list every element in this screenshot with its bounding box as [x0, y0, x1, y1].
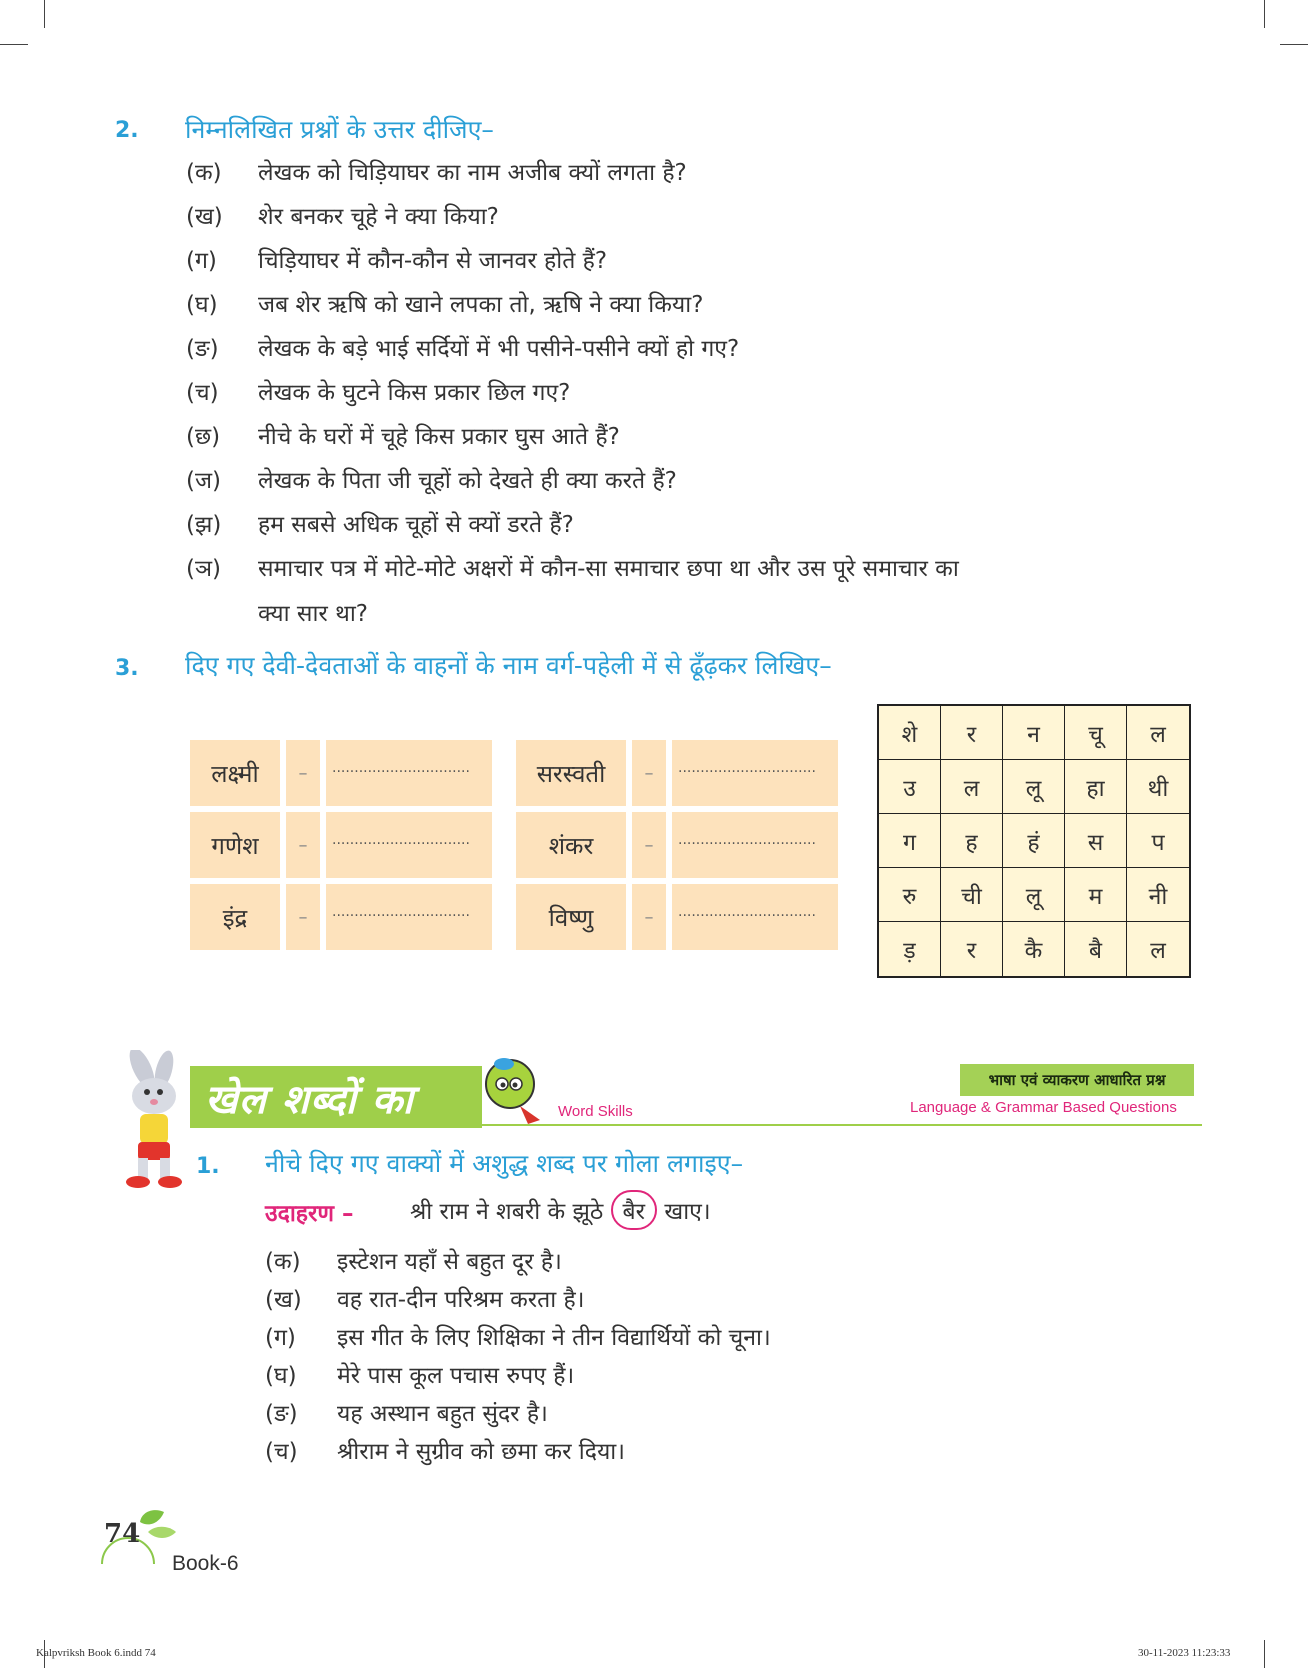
grid-cell[interactable]: हा	[1065, 760, 1127, 814]
question-title: दिए गए देवी-देवताओं के वाहनों के नाम वर्ग-पहेली में से ढूँढ़कर लिखिए–	[185, 651, 832, 680]
question-number: 3.	[115, 656, 139, 681]
answer-blank[interactable]: ...............................	[672, 740, 838, 806]
grid-cell[interactable]: बै	[1065, 922, 1127, 976]
crop-mark	[1264, 0, 1265, 28]
grid-cell[interactable]: नी	[1127, 868, 1189, 922]
dash: –	[632, 812, 666, 878]
circled-word: बैर	[611, 1190, 658, 1230]
answer-blank[interactable]: ...............................	[326, 884, 492, 950]
list-item: (ङ) यह अस्थान बहुत सुंदर है।	[265, 1401, 548, 1427]
divider	[482, 1124, 1202, 1126]
question-title: निम्नलिखित प्रश्नों के उत्तर दीजिए–	[185, 115, 494, 144]
deity-name: शंकर	[516, 812, 626, 878]
grid-cell[interactable]: उ	[879, 760, 941, 814]
list-item: (ङ) लेखक के बड़े भाई सर्दियों में भी पसीने-पसीने क्यों हो गए?	[186, 336, 740, 362]
grid-cell[interactable]: लू	[1003, 760, 1065, 814]
answer-blank[interactable]: ...............................	[672, 884, 838, 950]
table-row	[190, 740, 492, 806]
grid-cell[interactable]: कै	[1003, 922, 1065, 976]
vahan-table-right	[516, 740, 838, 950]
list-item-continuation: क्या सार था?	[258, 601, 368, 627]
deity-name: इंद्र	[190, 884, 280, 950]
category-tag: भाषा एवं व्याकरण आधारित प्रश्न	[960, 1064, 1194, 1096]
pencil-mascot-icon	[478, 1054, 548, 1126]
grid-cell[interactable]: ग	[879, 814, 941, 868]
grid-cell[interactable]: ल	[1127, 922, 1189, 976]
grid-cell[interactable]: स	[1065, 814, 1127, 868]
book-label: Book-6	[172, 1552, 239, 1575]
grid-cell[interactable]: र	[941, 922, 1003, 976]
list-item: (च) लेखक के घुटने किस प्रकार छिल गए?	[186, 380, 571, 406]
file-info: Kalpvriksh Book 6.indd 74	[36, 1647, 156, 1659]
grid-cell[interactable]: म	[1065, 868, 1127, 922]
deity-name: गणेश	[190, 812, 280, 878]
section-subtitle: Word Skills	[558, 1103, 633, 1120]
category-tag-english: Language & Grammar Based Questions	[910, 1099, 1177, 1116]
deity-name: लक्ष्मी	[190, 740, 280, 806]
list-item: (च) श्रीराम ने सुग्रीव को छमा कर दिया।	[265, 1439, 625, 1465]
grid-cell[interactable]: ची	[941, 868, 1003, 922]
table-row	[190, 812, 492, 878]
grid-cell[interactable]: चू	[1065, 706, 1127, 760]
crop-mark	[0, 44, 28, 45]
list-item: (घ) जब शेर ऋषि को खाने लपका तो, ऋषि ने क्या किया?	[186, 292, 704, 318]
list-item: (झ) हम सबसे अधिक चूहों से क्यों डरते हैं?	[186, 512, 574, 538]
crop-mark	[1264, 1640, 1265, 1668]
dash: –	[286, 812, 320, 878]
dash: –	[286, 740, 320, 806]
list-item: (ख) शेर बनकर चूहे ने क्या किया?	[186, 204, 499, 230]
list-item: (छ) नीचे के घरों में चूहे किस प्रकार घुस आते हैं?	[186, 424, 620, 450]
example-sentence: श्री राम ने शबरी के झूठे बैर खाए।	[410, 1190, 711, 1230]
answer-blank[interactable]: ...............................	[672, 812, 838, 878]
table-row	[516, 740, 838, 806]
word-puzzle-grid	[877, 704, 1191, 978]
grid-cell[interactable]: ल	[1127, 706, 1189, 760]
grid-cell[interactable]: लू	[1003, 868, 1065, 922]
table-row	[190, 884, 492, 950]
list-item: (ग) चिड़ियाघर में कौन-कौन से जानवर होते हैं?	[186, 248, 608, 274]
list-item: (ञ) समाचार पत्र में मोटे-मोटे अक्षरों में कौन-सा समाचार छपा था और उस पूरे समाचार का	[186, 556, 959, 582]
grid-cell[interactable]: ड़	[879, 922, 941, 976]
list-item: (क) लेखक को चिड़ियाघर का नाम अजीब क्यों लगता है?	[186, 160, 687, 186]
print-datetime: 30-11-2023 11:23:33	[1138, 1647, 1231, 1659]
crop-mark	[1280, 44, 1308, 45]
vahan-table-left	[190, 740, 492, 950]
crop-mark	[44, 0, 45, 28]
deity-name: सरस्वती	[516, 740, 626, 806]
deity-name: विष्णु	[516, 884, 626, 950]
grid-cell[interactable]: हं	[1003, 814, 1065, 868]
question-number: 1.	[196, 1154, 220, 1179]
grid-cell[interactable]: ह	[941, 814, 1003, 868]
list-item: (घ) मेरे पास कूल पचास रुपए हैं।	[265, 1363, 575, 1389]
section-title: खेल शब्दों का	[205, 1077, 414, 1123]
answer-blank[interactable]: ...............................	[326, 740, 492, 806]
example-label: उदाहरण –	[265, 1201, 354, 1227]
page-number: 74	[104, 1519, 141, 1549]
question-title: नीचे दिए गए वाक्यों में अशुद्ध शब्द पर गोला लगाइए–	[265, 1149, 744, 1178]
table-row	[516, 812, 838, 878]
list-item: (क) इस्टेशन यहाँ से बहुत दूर है।	[265, 1249, 562, 1275]
grid-cell[interactable]: प	[1127, 814, 1189, 868]
grid-cell[interactable]: रु	[879, 868, 941, 922]
dash: –	[632, 740, 666, 806]
question-number: 2.	[115, 118, 139, 143]
rabbit-mascot-icon	[108, 1050, 198, 1190]
list-item: (ग) इस गीत के लिए शिक्षिका ने तीन विद्यार्थियों को चूना।	[265, 1325, 771, 1351]
table-row	[516, 884, 838, 950]
list-item: (ख) वह रात-दीन परिश्रम करता है।	[265, 1287, 585, 1313]
grid-cell[interactable]: थी	[1127, 760, 1189, 814]
grid-cell[interactable]: शे	[879, 706, 941, 760]
grid-cell[interactable]: ल	[941, 760, 1003, 814]
dash: –	[632, 884, 666, 950]
list-item: (ज) लेखक के पिता जी चूहों को देखते ही क्या करते हैं?	[186, 468, 677, 494]
grid-cell[interactable]: न	[1003, 706, 1065, 760]
dash: –	[286, 884, 320, 950]
answer-blank[interactable]: ...............................	[326, 812, 492, 878]
grid-cell[interactable]: र	[941, 706, 1003, 760]
